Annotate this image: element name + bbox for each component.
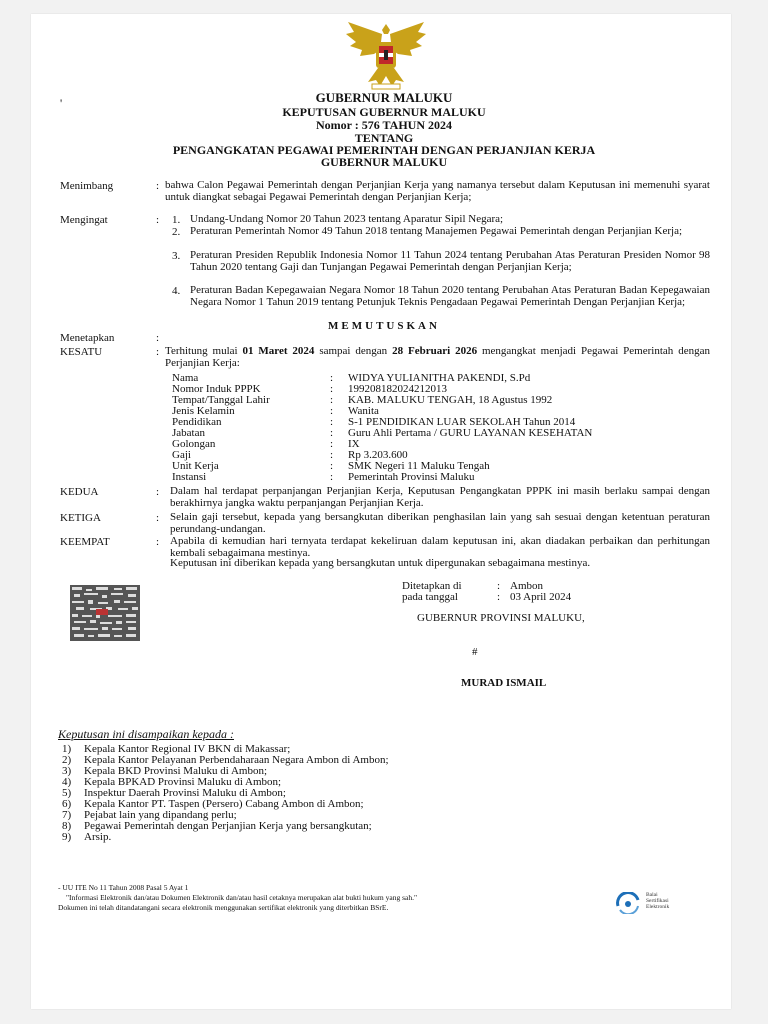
distribution-item: 9) Arsip. [62,831,112,843]
detail-key-education: Pendidikan [172,416,222,428]
signatory-name: MURAD ISMAIL [461,677,547,689]
governor-heading: GUBERNUR MALUKU [320,155,448,169]
ketiga-label: KETIGA [60,512,101,524]
colon: : [156,536,160,548]
memutuskan-heading: MEMUTUSKAN [328,320,440,332]
keempat-text: Apabila di kemudian hari ternyata terdapat kekeliruan dalam keputusan ini, akan diadakan perbaikan dan perhitungan kembali sebagaimana mestinya. [170,535,710,559]
kedua-text: Dalam hal terdapat perpanjangan Perjanjian Kerja, Keputusan Pengangkatan PPPK ini masih berlaku sampai dengan berakhirnya jangka waktu perpanjangan Perjanjian Kerja. [170,485,710,509]
colon: : [156,346,160,358]
colon: : [156,214,160,226]
issuer-title: GUBERNUR MALUKU [315,90,453,105]
kesatu-label: KESATU [60,346,103,358]
mengingat-item-2: Peraturan Pemerintah Nomor 49 Tahun 2018 tentang Manajemen Pegawai Pemerintah dengan Perjanjian Kerja; [190,225,683,237]
mengingat-num-4: 4. [172,285,181,297]
mengingat-item-4: Peraturan Badan Kepegawaian Negara Nomor 18 Tahun 2020 tentang Perubahan Atas Peraturan Badan Kepegawaian Negara Nomor 1 Tahun 2019 tentang Petunjuk Teknis Pengadaan Pegawai Pemerintah Dengan Perjanjian Kerja; [190,284,710,308]
menetapkan-label: Menetapkan [60,332,115,344]
detail-value-position: Guru Ahli Pertama / GURU LAYANAN KESEHATAN [348,427,593,439]
detail-value-salary: Rp 3.203.600 [348,449,408,461]
colon: : [330,383,334,395]
distribution-item: 6) Kepala Kantor PT. Taspen (Persero) Cabang Ambon di Ambon; [62,798,364,810]
distribution-item: 8) Pegawai Pemerintah dengan Perjanjian Kerja yang bersangkutan; [62,820,372,832]
margin-mark: ' [60,96,63,110]
tanggal-label: pada tanggal [402,591,458,603]
detail-key-ttl: Tempat/Tanggal Lahir [172,394,270,406]
kedua-label: KEDUA [60,486,99,498]
footer-quote: "Informasi Elektronik dan/atau Dokumen Elektronik dan/atau hasil cetaknya merupakan alat bukti hukum yang sah." [66,893,418,902]
colon: : [330,460,334,472]
decree-title: KEPUTUSAN GUBERNUR MALUKU [282,105,486,119]
detail-key-agency: Instansi [172,471,207,483]
colon: : [330,372,334,384]
decree-subject: PENGANGKATAN PEGAWAI PEMERINTAH DENGAN PERJANJIAN KERJA [172,143,596,157]
detail-value-education: S-1 PENDIDIKAN LUAR SEKOLAH Tahun 2014 [348,416,576,428]
bsre-logo-text: Balai Sertifikasi Elektronik [646,892,670,910]
decree-number: Nomor : 576 TAHUN 2024 [316,118,452,132]
distribution-item: 3) Kepala BKD Provinsi Maluku di Ambon; [62,765,268,777]
colon: : [330,427,334,439]
bsre-logo-icon [614,892,642,914]
colon: : [497,591,501,603]
menimbang-text: bahwa Calon Pegawai Pemerintah dengan Perjanjian Kerja yang namanya tersebut dalam Keputusan ini memenuhi syarat untuk diangkat sebagai Pegawai Pemerintah dengan Perjanjian Kerja; [165,179,710,203]
distribution-item: 5) Inspektur Daerah Provinsi Maluku di Ambon; [62,787,286,799]
tentang-label: TENTANG [354,131,414,145]
distribution-title: Keputusan ini disampaikan kepada : [58,727,234,741]
colon: : [497,580,501,592]
detail-key-gender: Jenis Kelamin [172,405,235,417]
mengingat-item-3: Peraturan Presiden Republik Indonesia Nomor 11 Tahun 2024 tentang Perubahan Atas Peraturan Presiden Nomor 98 Tahun 2020 tentang Gaji dan Tunjangan Pegawai Pemerintah dengan Perjanjian Kerja; [190,249,710,273]
footer-note: Dokumen ini telah ditandatangani secara elektronik menggunakan sertifikat elektronik yang diterbitkan BSrE. [58,903,389,912]
mengingat-num-2: 2. [172,226,181,238]
colon: : [156,512,160,524]
detail-value-unit: SMK Negeri 11 Maluku Tengah [348,460,490,472]
colon: : [330,471,334,483]
signatory-title: GUBERNUR PROVINSI MALUKU, [417,612,585,624]
detail-value-ttl: KAB. MALUKU TENGAH, 18 Agustus 1992 [348,394,553,406]
garuda-emblem-icon [344,20,428,92]
colon: : [156,332,160,344]
keempat-label: KEEMPAT [60,536,110,548]
closing-text: Keputusan ini diberikan kepada yang bersangkutan untuk dipergunakan sebagaimana mestinya. [170,557,591,569]
colon: : [330,394,334,406]
tanggal-value: 03 April 2024 [510,591,572,603]
detail-key-unit: Unit Kerja [172,460,219,472]
distribution-item: 4) Kepala BPKAD Provinsi Maluku di Ambon; [62,776,282,788]
detail-key-nip: Nomor Induk PPPK [172,383,261,395]
ditetapkan-label: Ditetapkan di [402,580,462,592]
colon: : [330,405,334,417]
colon: : [156,180,160,192]
detail-key-salary: Gaji [172,449,191,461]
mengingat-num-1: 1. [172,214,181,226]
e-signature-mark: # [472,646,478,658]
detail-key-grade: Golongan [172,438,216,450]
detail-value-nama: WIDYA YULIANITHA PAKENDI, S.Pd [348,372,531,384]
colon: : [156,486,160,498]
distribution-item: 1) Kepala Kantor Regional IV BKN di Makassar; [62,743,291,755]
qr-code-icon [70,585,140,641]
distribution-item: 7) Pejabat lain yang dipandang perlu; [62,809,237,821]
colon: : [330,416,334,428]
colon: : [330,449,334,461]
detail-key-nama: Nama [172,372,199,384]
mengingat-label: Mengingat [60,214,108,226]
detail-value-nip: 199208182024212013 [348,383,447,395]
mengingat-num-3: 3. [172,250,181,262]
detail-value-agency: Pemerintah Provinsi Maluku [348,471,475,483]
detail-key-position: Jabatan [172,427,205,439]
detail-value-grade: IX [348,438,360,450]
distribution-item: 2) Kepala Kantor Pelayanan Perbendaharaan Negara Ambon di Ambon; [62,754,389,766]
mengingat-item-1: Undang-Undang Nomor 20 Tahun 2023 tentang Aparatur Sipil Negara; [190,213,504,225]
ditetapkan-value: Ambon [510,580,543,592]
footer-law-reference: - UU ITE No 11 Tahun 2008 Pasal 5 Ayat 1 [58,883,189,892]
menimbang-label: Menimbang [60,180,114,192]
ketiga-text: Selain gaji tersebut, kepada yang bersangkutan diberikan penghasilan lain yang sah sesuai dengan ketentuan peraturan perundang-undangan. [170,511,710,535]
detail-value-gender: Wanita [348,405,379,417]
colon: : [330,438,334,450]
kesatu-text: Terhitung mulai 01 Maret 2024 sampai dengan 28 Februari 2026 mengangkat menjadi Pegawai Pemerintah dengan Perjanjian Kerja: [165,345,710,369]
